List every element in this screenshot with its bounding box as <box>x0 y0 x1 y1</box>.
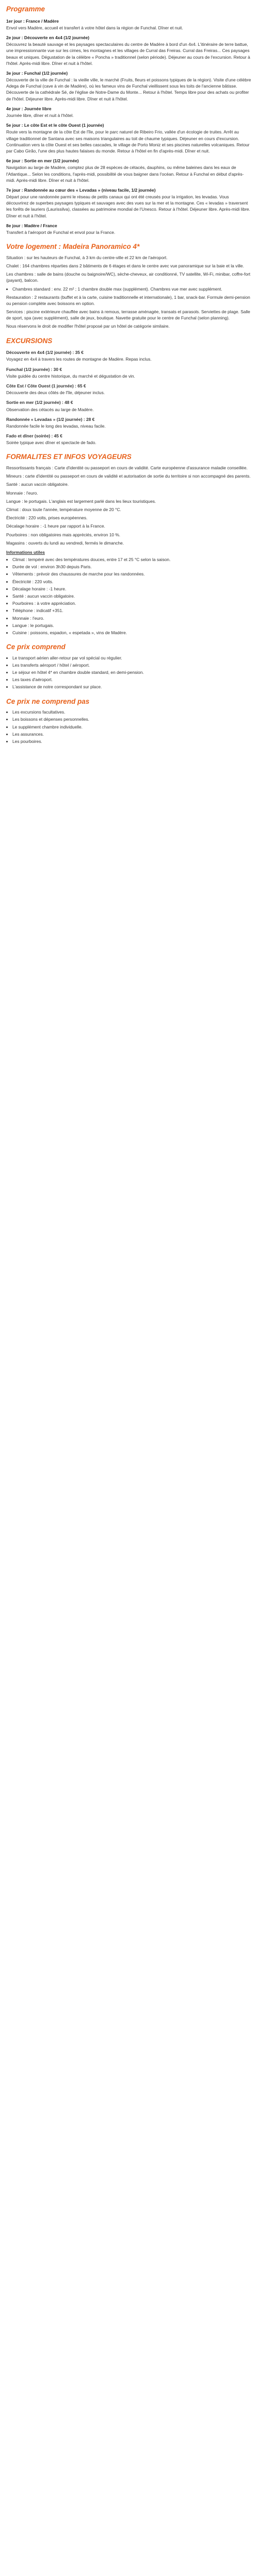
day-title: 3e jour : Funchal (1/2 journée) <box>6 70 68 76</box>
prix-ne-comprend-list <box>6 709 252 744</box>
hotel-restauration: Restauration : 2 restaurants (buffet et à la carte, cuisine traditionnelle et internationale), 1 bar, snack-bar. Formule demi-pension ou pension complète avec boissons en option. <box>6 294 250 306</box>
hotel-services: Services : piscine extérieure chauffée avec bains à remous, terrasse aménagée, transats et parasols. Serviettes de plage. Salle de sport, spa (avec supplément), salle de jeux, boutique. Navette gratuite pour le centre de Funchal (selon planning). <box>6 309 250 321</box>
hotel-note: Nous réservons le droit de modifier l'hôtel proposé par un hôtel de catégorie similaire. <box>6 324 170 329</box>
useful-list <box>6 556 252 636</box>
formalites-passport: Ressortissants français : Carte d'identité ou passeport en cours de validité. Carte européenne d'assurance maladie conseillée. <box>6 465 248 470</box>
day-text: Journée libre, dîner et nuit à l'hôtel. <box>6 113 74 118</box>
excursion-title: Funchal (1/2 journée) : 30 € <box>6 366 62 372</box>
prix-comprend-title: Ce prix comprend <box>6 643 66 651</box>
day-text: Route vers la montagne de la côte Est de l'île, pour le parc naturel de Ribeiro Frio, vallée d'un écologie de truites. Arrêt au village traditionnel de Santana avec ses maisons triangulaires au toit de chaume typiques. Déjeuner en cours d'excursion. Continuation vers la côte Ouest et ses belles cascades, le village de Porto Moniz et ses piscines naturelles volcaniques. Retour par Cabo Girão, l'une des plus hautes falaises du monde. Retour à l'hôtel en fin d'après-midi. Dîner et nuit. <box>6 129 250 154</box>
formalites-sante: Santé : aucun vaccin obligatoire. <box>6 482 69 487</box>
excursion-title: Randonnée « Levadas » (1/2 journée) : 28 € <box>6 416 95 422</box>
useful-item: • Climat : tempéré avec des températures douces, entre 17 et 25 °C selon la saison. <box>12 556 252 563</box>
formalites-mineurs: Mineurs : carte d'identité ou passeport en cours de validité et autorisation de sortie du territoire si non accompagné des parents. <box>6 473 251 479</box>
hotel-title: Votre logement : Madeira Panoramico 4* <box>6 243 140 251</box>
day-text: Transfert à l'aéroport de Funchal et envol pour la France. <box>6 230 116 235</box>
prix-comprend-item: • L'assistance de notre correspondant sur place. <box>12 684 252 690</box>
formalites-electricity: Électricité : 220 volts, prises européennes. <box>6 515 88 521</box>
day-title: 2e jour : Découverte en 4x4 (1/2 journée) <box>6 35 90 40</box>
formalites-time: Décalage horaire : -1 heure par rapport à la France. <box>6 523 105 529</box>
prix-ne-comprend-item: • Le supplément chambre individuelle. <box>12 724 252 730</box>
day-title: 8e jour : Madère / France <box>6 223 57 228</box>
useful-item: • Santé : aucun vaccin obligatoire. <box>12 593 252 599</box>
useful-item: • Cuisine : poissons, espadon, « espetada », vins de Madère. <box>12 630 252 636</box>
useful-item: • Vêtements : prévoir des chaussures de marche pour les randonnées. <box>12 571 252 577</box>
excursion-text: Observation des cétacés au large de Madère. <box>6 406 94 412</box>
page <box>0 0 258 752</box>
day-title: 1er jour : France / Madère <box>6 18 59 24</box>
day-title: 6e jour : Sortie en mer (1/2 journée) <box>6 158 79 164</box>
useful-item: • Monnaie : l'euro. <box>12 615 252 621</box>
excursion-text: Découverte des deux côtés de l'île, déjeuner inclus. <box>6 390 105 396</box>
day-title: 7e jour : Randonnée au cœur des « Levadas » (niveau facile, 1/2 journée) <box>6 187 156 193</box>
day-text: Découverte de la ville de Funchal : la vieille ville, le marché (Fruits, fleurs et poissons typiques de la région). Visite d'une célèbre Adega de Funchal (cave à vin de Madère), où les fameux vins de Funchal vieillissent sous les toits de l'ancienne bâtisse. Découverte de la cathédrale Sé, de l'église de Notre-Dame du Monte... Retour à l'hôtel. Temps libre pour des achats ou profiter de l'hôtel. Déjeuner libre. Après-midi libre. Dîner et nuit à l'hôtel. <box>6 77 251 101</box>
formalites-shops: Magasins : ouverts du lundi au vendredi, fermés le dimanche. <box>6 540 124 546</box>
useful-item: • Électricité : 220 volts. <box>12 579 252 585</box>
hotel-rooms: Les chambres : salle de bains (douche ou baignoire/WC), sèche-cheveux, air conditionné, TV satellite, Wi-Fi, minibar, coffre-fort (payant), balcon. <box>6 272 251 283</box>
formalites-tips: Pourboires : non obligatoires mais appréciés, environ 10 %. <box>6 532 121 537</box>
prix-comprend-item: • Les taxes d'aéroport. <box>12 676 252 683</box>
day-text: Découvrez la beauté sauvage et les paysages spectaculaires du centre de Madère à bord d'un 4x4. L'itinéraire de terre battue, une impressionnante vue sur les cimes, les montagnes et les villages de Curral das Freiras. Curral das Freiras... Ces paysages beaux et uniques. Dégustation de la célèbre « Poncha » traditionnel (selon période). Déjeuner au cours de l'excursion. Retour à l'hôtel. Après-midi libre. Dîner et nuit à l'hôtel. <box>6 42 250 66</box>
excursion-title: Côte Est / Côte Ouest (1 journée) : 65 € <box>6 383 86 388</box>
excursion-title: Sortie en mer (1/2 journée) : 48 € <box>6 400 73 405</box>
excursion-text: Soirée typique avec dîner et spectacle de fado. <box>6 440 96 446</box>
programme-days <box>6 18 252 236</box>
useful-title: Informations utiles <box>6 549 45 555</box>
hotel-room-extra: • Chambres standard : env. 22 m² ; 1 chambre double max (supplément). Chambres vue mer avec supplément. <box>12 286 252 292</box>
excursion-title: Découverte en 4x4 (1/2 journée) : 35 € <box>6 350 84 355</box>
excursions-list <box>6 349 252 446</box>
excursions-title: EXCURSIONS <box>6 336 53 345</box>
formalites-climate: Climat : doux toute l'année, température moyenne de 20 °C. <box>6 506 121 512</box>
day-title: 5e jour : Le côte Est et le côte Ouest (1 journée) <box>6 123 104 128</box>
useful-item: • Durée de vol : environ 3h30 depuis Paris. <box>12 564 252 570</box>
useful-item: • Téléphone : indicatif +351. <box>12 607 252 614</box>
excursion-title: Fado et dîner (soirée) : 45 € <box>6 433 62 439</box>
prix-comprend-item: • Les transferts aéroport / hôtel / aéroport. <box>12 662 252 668</box>
prix-ne-comprend-item: • Les assurances. <box>12 731 252 737</box>
formalites-language: Langue : le portugais. L'anglais est largement parlé dans les lieux touristiques. <box>6 498 156 504</box>
prix-comprend-list <box>6 655 252 690</box>
useful-item: • Pourboires : à votre appréciation. <box>12 600 252 606</box>
hotel-room-list <box>6 286 252 292</box>
formalites-currency: Monnaie : l'euro. <box>6 490 38 496</box>
prix-ne-comprend-item: • Les excursions facultatives. <box>12 709 252 715</box>
formalites-title: FORMALITES ET INFOS VOYAGEURS <box>6 453 132 461</box>
day-text: Navigation au large de Madère, comptez plus de 28 espèces de cétacés, dauphins, ou même baleines dans les eaux de l'Atlantique... Selon les conditions, l'après-midi, possibilité de vous baigner dans l'océan. Retour à Funchal en début d'après-midi. Après-midi libre. Dîner et nuit à l'hôtel. <box>6 165 244 183</box>
programme-title: Programme <box>6 5 45 13</box>
excursion-text: Voyagez en 4x4 à travers les routes de montagne de Madère. Repas inclus. <box>6 357 152 362</box>
prix-ne-comprend-item: • Les boissons et dépenses personnelles. <box>12 716 252 722</box>
prix-ne-comprend-title: Ce prix ne comprend pas <box>6 697 90 705</box>
day-title: 4e jour : Journée libre <box>6 106 52 111</box>
prix-comprend-item: • Le transport aérien aller-retour par vol spécial ou régulier. <box>12 655 252 661</box>
hotel-chalet: Chalet : 164 chambres réparties dans 2 bâtiments de 6 étages et dans le centre avec vue panoramique sur la baie et la ville. <box>6 263 244 268</box>
prix-ne-comprend-item: • Les pourboires. <box>12 738 252 744</box>
day-text: Envol vers Madère, accueil et transfert à votre hôtel dans la région de Funchal. Dîner et nuit. <box>6 25 183 30</box>
excursion-text: Randonnée facile le long des levadas, niveau facile. <box>6 423 106 429</box>
useful-item: • Décalage horaire : -1 heure. <box>12 586 252 592</box>
excursion-text: Visite guidée du centre historique, du marché et dégustation de vin. <box>6 373 135 379</box>
hotel-situation: Situation : sur les hauteurs de Funchal, à 3 km du centre-ville et 22 km de l'aéroport. <box>6 255 168 260</box>
prix-comprend-item: • Le séjour en hôtel 4* en chambre double standard, en demi-pension. <box>12 669 252 675</box>
day-text: Départ pour une randonnée parmi le réseau de petits canaux qui ont été creusés pour la irrigation, les levadas. Vous découvrirez de superbes paysages typiques et sauvages avec des vues sur la mer et la montagne. Ces « levadas » traversent les forêts de lauriers (Laurissilva), classées au patrimoine mondial de l'Unesco. Retour à l'hôtel. Déjeuner libre. Après-midi libre. Dîner et nuit à l'hôtel. <box>6 194 250 218</box>
useful-item: • Langue : le portugais. <box>12 622 252 629</box>
